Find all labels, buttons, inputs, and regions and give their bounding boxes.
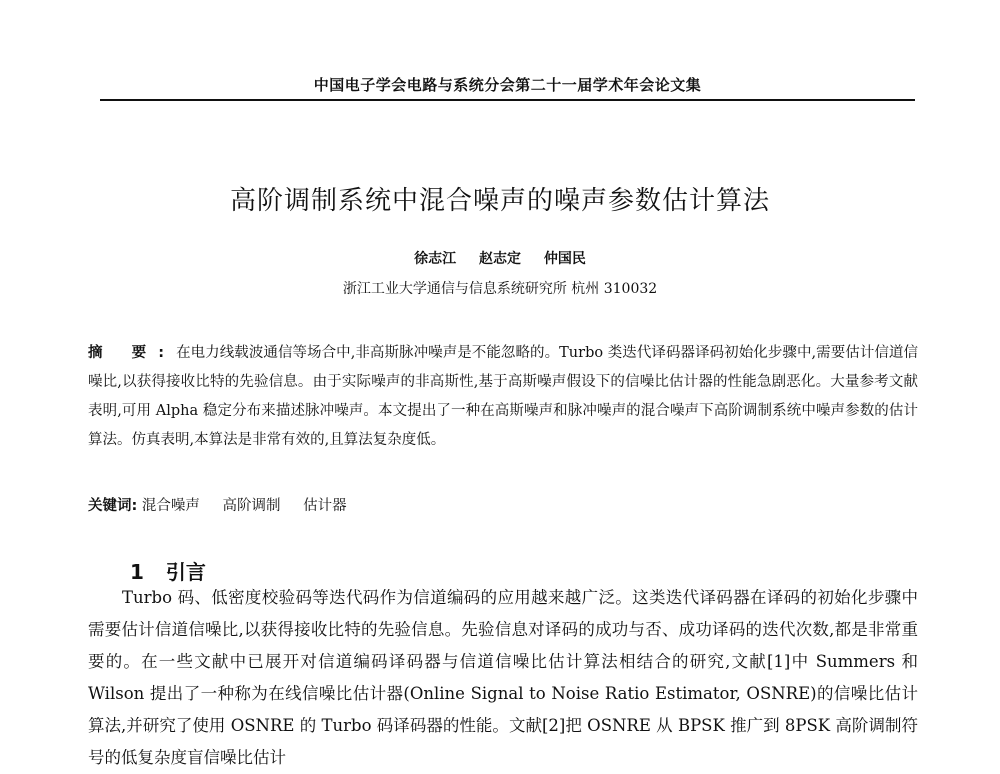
keyword: 估计器 [303,498,347,514]
author-list [0,248,1000,268]
keyword: 高阶调制 [222,498,281,514]
header-rule [100,99,915,101]
paper-title: 高阶调制系统中混合噪声的噪声参数估计算法 [229,186,770,216]
body-paragraph: Turbo 码、低密度校验码等迭代码作为信道编码的应用越来越广泛。这类迭代译码器在译码的初始化步骤中需要估计信道信噪比,以获得接收比特的先验信息。先验信息对译码的成功与否、成功译码的迭代次数,都是非常重要的。在一些文献中已展开对信道编码译码器与信道信噪比估计算法相结合的研究,文献[1]中 Summers 和 Wilson 提出了一种称为在线信噪比估计器(Online Signal to Noise Ratio Estimator, OSNRE)的信噪比估计算法,并研究了使用 OSNRE 的 Turbo 码译码器的性能。文献[2]把 OSNRE 从 BPSK 推广到 8PSK 高阶调制符号的低复杂度盲信噪比估计 [88,588,918,767]
author-name: 徐志江 [414,251,457,267]
abstract [88,339,918,455]
keyword: 混合噪声 [141,498,200,514]
affiliation: 浙江工业大学通信与信息系统研究所 杭州 310032 [342,281,658,297]
abstract-label: 摘 要: [88,345,177,361]
keywords [88,494,918,515]
section-title: 引言 [165,560,206,584]
section-heading [130,556,206,585]
author-name: 赵志定 [479,251,521,267]
abstract-text: 在电力线载波通信等场合中,非高斯脉冲噪声是不能忽略的。Turbo 类迭代译码器译码初始化步骤中,需要估计信道信噪比,以获得接收比特的先验信息。由于实际噪声的非高斯性,基于高斯噪声假设下的信噪比估计器的性能急剧恶化。大量参考文献表明,可用 Alpha 稳定分布来描述脉冲噪声。本文提出了一种在高斯噪声和脉冲噪声的混合噪声下高阶调制系统中噪声参数的估计算法。仿真表明,本算法是非常有效的,且算法复杂度低。 [88,345,918,448]
running-header: 中国电子学会电路与系统分会第二十一届学术年会论文集 [313,76,702,94]
section-number: 1 [130,560,144,584]
keywords-label: 关键词: [88,498,138,514]
author-name: 仲国民 [543,251,586,267]
